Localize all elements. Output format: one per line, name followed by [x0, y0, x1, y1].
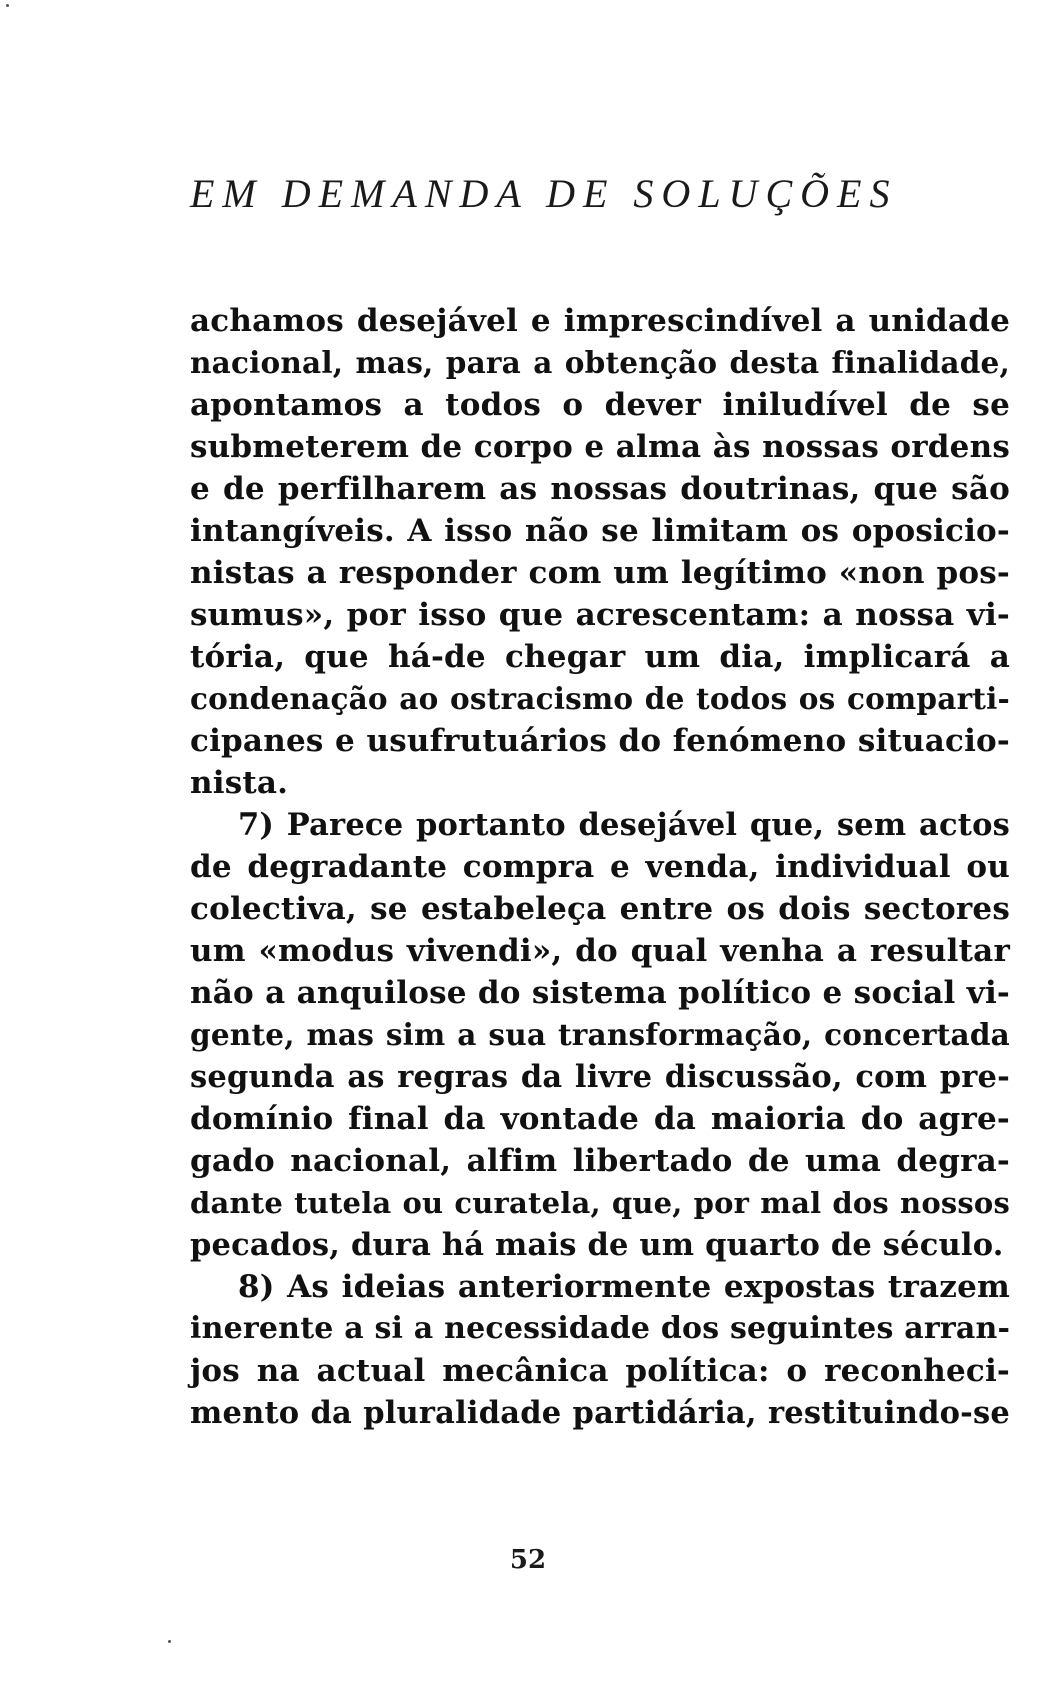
text-line: nacional, mas, para a obtenção desta finalidade, [190, 345, 1010, 380]
text-line: submeterem de corpo e alma às nossas ordens [190, 429, 1010, 465]
text-line: achamos desejável e imprescindível a unidade [190, 303, 1010, 339]
text-line: gado nacional, alfim libertado de uma degra- [190, 1143, 1010, 1179]
text-line: segunda as regras da livre discussão, com pre- [190, 1059, 1010, 1095]
text-line: nista. [190, 765, 289, 801]
text-line: sumus», por isso que acrescentam: a nossa vi- [190, 597, 1010, 633]
text-line: cipanes e usufrutuários do fenómeno situacio- [190, 723, 1010, 759]
print-speck [168, 1640, 171, 1643]
text-line: pecados, dura há mais de um quarto de século. [190, 1227, 1004, 1263]
text-line: um «modus vivendi», do qual venha a resultar [190, 933, 1010, 969]
text-line: jos na actual mecânica política: o reconheci- [190, 1353, 1010, 1389]
text-line: 8) As ideias anteriormente expostas trazem [238, 1269, 1010, 1305]
text-line: 7) Parece portanto desejável que, sem actos [238, 807, 1010, 843]
text-line: domínio final da vontade da maioria do agre- [190, 1101, 1010, 1137]
print-speck [6, 4, 9, 7]
text-line: tória, que há-de chegar um dia, implicará a [190, 639, 1010, 675]
text-line: gente, mas sim a sua transformação, concertada [190, 1017, 1010, 1052]
text-line: mento da pluralidade partidária, restituindo-se [190, 1395, 1010, 1431]
text-line: inerente a si a necessidade dos seguintes arran- [190, 1311, 1011, 1346]
text-line: condenação ao ostracismo de todos os comparti- [190, 681, 1010, 716]
text-line: não a anquilose do sistema político e social vi- [190, 975, 1010, 1011]
text-line: colectiva, se estabeleça entre os dois sectores [190, 891, 1010, 927]
body-text [190, 300, 1010, 1434]
text-line: dante tutela ou curatela, que, por mal dos nossos [190, 1186, 1010, 1220]
text-line: apontamos a todos o dever iniludível de se [190, 387, 1010, 423]
text-line: de degradante compra e venda, individual ou [190, 849, 1010, 885]
text-line: intangíveis. A isso não se limitam os oposicio- [190, 513, 1010, 549]
running-head: EM DEMANDA DE SOLUÇÕES [190, 171, 898, 216]
text-line: e de perfilharem as nossas doutrinas, que são [190, 471, 1010, 507]
text-line: nistas a responder com um legítimo «non pos- [190, 555, 1010, 591]
page-number: 52 [509, 1545, 547, 1575]
